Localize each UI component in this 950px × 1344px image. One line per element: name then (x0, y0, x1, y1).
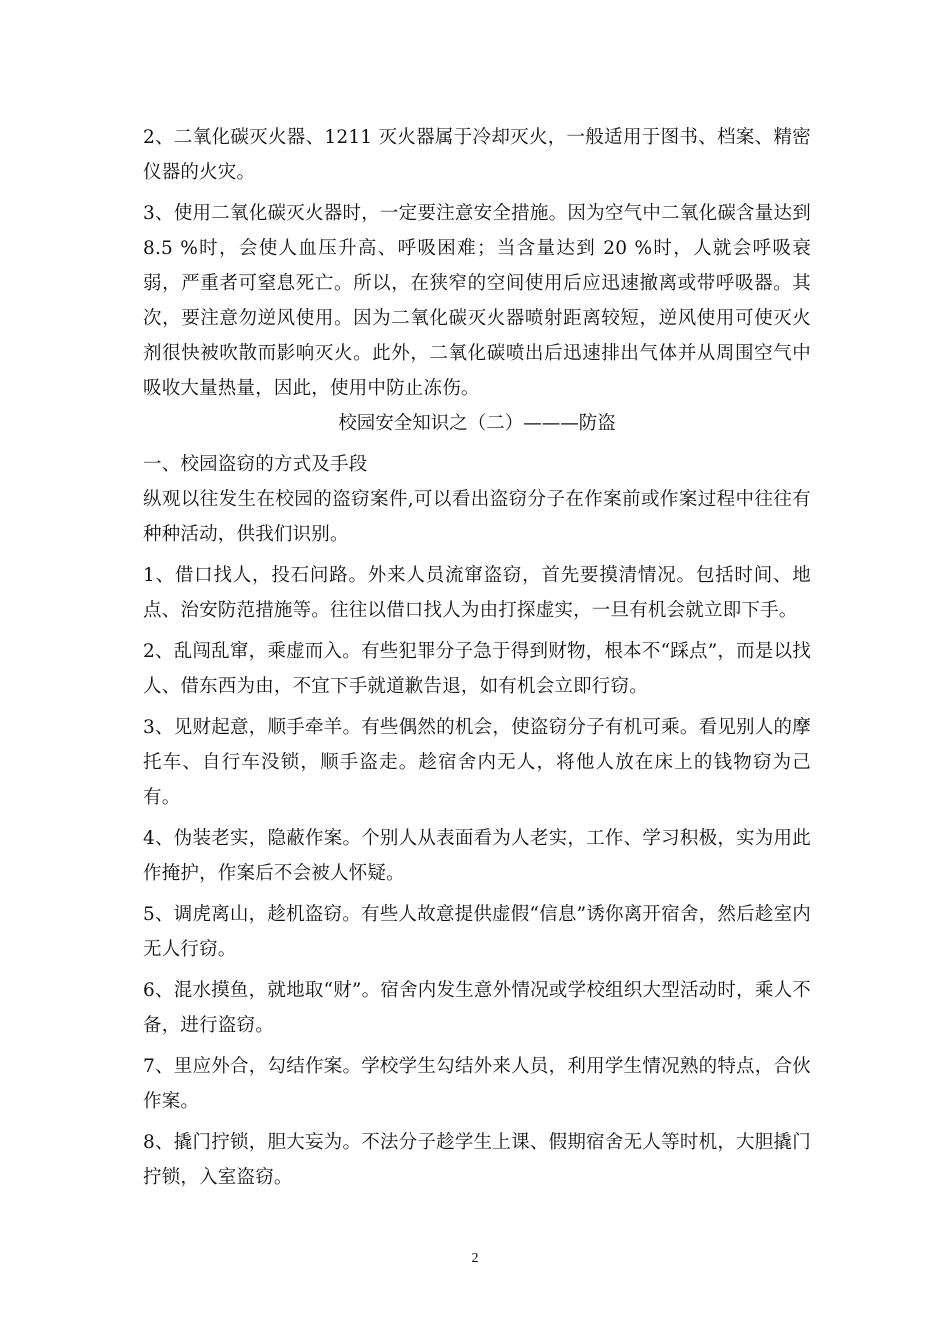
paragraph-extinguisher-2: 2、二氧化碳灭火器、1211 灭火器属于冷却灭火，一般适用于图书、档案、精密仪器的火灾。 (143, 127, 811, 183)
list-item: 1、借口找人，投石问路。外来人员流窜盗窃，首先要摸清情况。包括时间、地点、治安防范措施等。往往以借口找人为由打探虚实，一旦有机会就立即下手。 (143, 565, 811, 621)
list-item: 5、调虎离山，趁机盗窃。有些人故意提供虚假“信息”诱你离开宿舍，然后趁室内无人行窃。 (143, 904, 811, 960)
list-item: 6、混水摸鱼，就地取“财”。宿舍内发生意外情况或学校组织大型活动时，乘人不备，进行盗窃。 (143, 980, 811, 1036)
page-body (143, 120, 811, 1201)
list-item: 8、撬门拧锁，胆大妄为。不法分子趁学生上课、假期宿舍无人等时机，大胆撬门拧锁，入室盗窃。 (143, 1132, 811, 1188)
list-item: 7、里应外合，勾结作案。学校学生勾结外来人员，利用学生情况熟的特点，合伙作案。 (143, 1056, 811, 1112)
list-item: 3、见财起意，顺手牵羊。有些偶然的机会，使盗窃分子有机可乘。看见别人的摩托车、自行车没锁，顺手盗走。趁宿舍内无人，将他人放在床上的钱物窃为己有。 (143, 717, 811, 808)
subsection-heading: 一、校园盗窃的方式及手段 (143, 454, 368, 475)
paragraph-extinguisher-3: 3、使用二氧化碳灭火器时，一定要注意安全措施。因为空气中二氧化碳含量达到 8.5 %时，会使人血压升高、呼吸困难；当含量达到 20 %时，人就会呼吸衰弱，严重者可窒息死亡。所以，在狭窄的空间使用后应迅速撤离或带呼吸器。其次，要注意勿逆风使用。因为二氧化碳灭火器喷射距离较短，逆风使用可使灭火剂很快被吹散而影响灭火。此外，二氧化碳喷出后迅速排出气体并从周围空气中吸收大量热量，因此，使用中防止冻伤。 (143, 203, 811, 399)
list-item: 2、乱闯乱窜，乘虚而入。有些犯罪分子急于得到财物，根本不“踩点”，而是以找人、借东西为由，不宜下手就道歉告退，如有机会立即行窃。 (143, 641, 811, 697)
list-item: 4、伪装老实，隐蔽作案。个别人从表面看为人老实，工作、学习积极，实为用此作掩护，作案后不会被人怀疑。 (143, 828, 811, 884)
intro-paragraph: 纵观以往发生在校园的盗窃案件,可以看出盗窃分子在作案前或作案过程中往往有种种活动，供我们识别。 (143, 489, 811, 545)
page-number: 2 (471, 1251, 479, 1266)
section-title: 校园安全知识之（二）———防盗 (338, 413, 616, 434)
